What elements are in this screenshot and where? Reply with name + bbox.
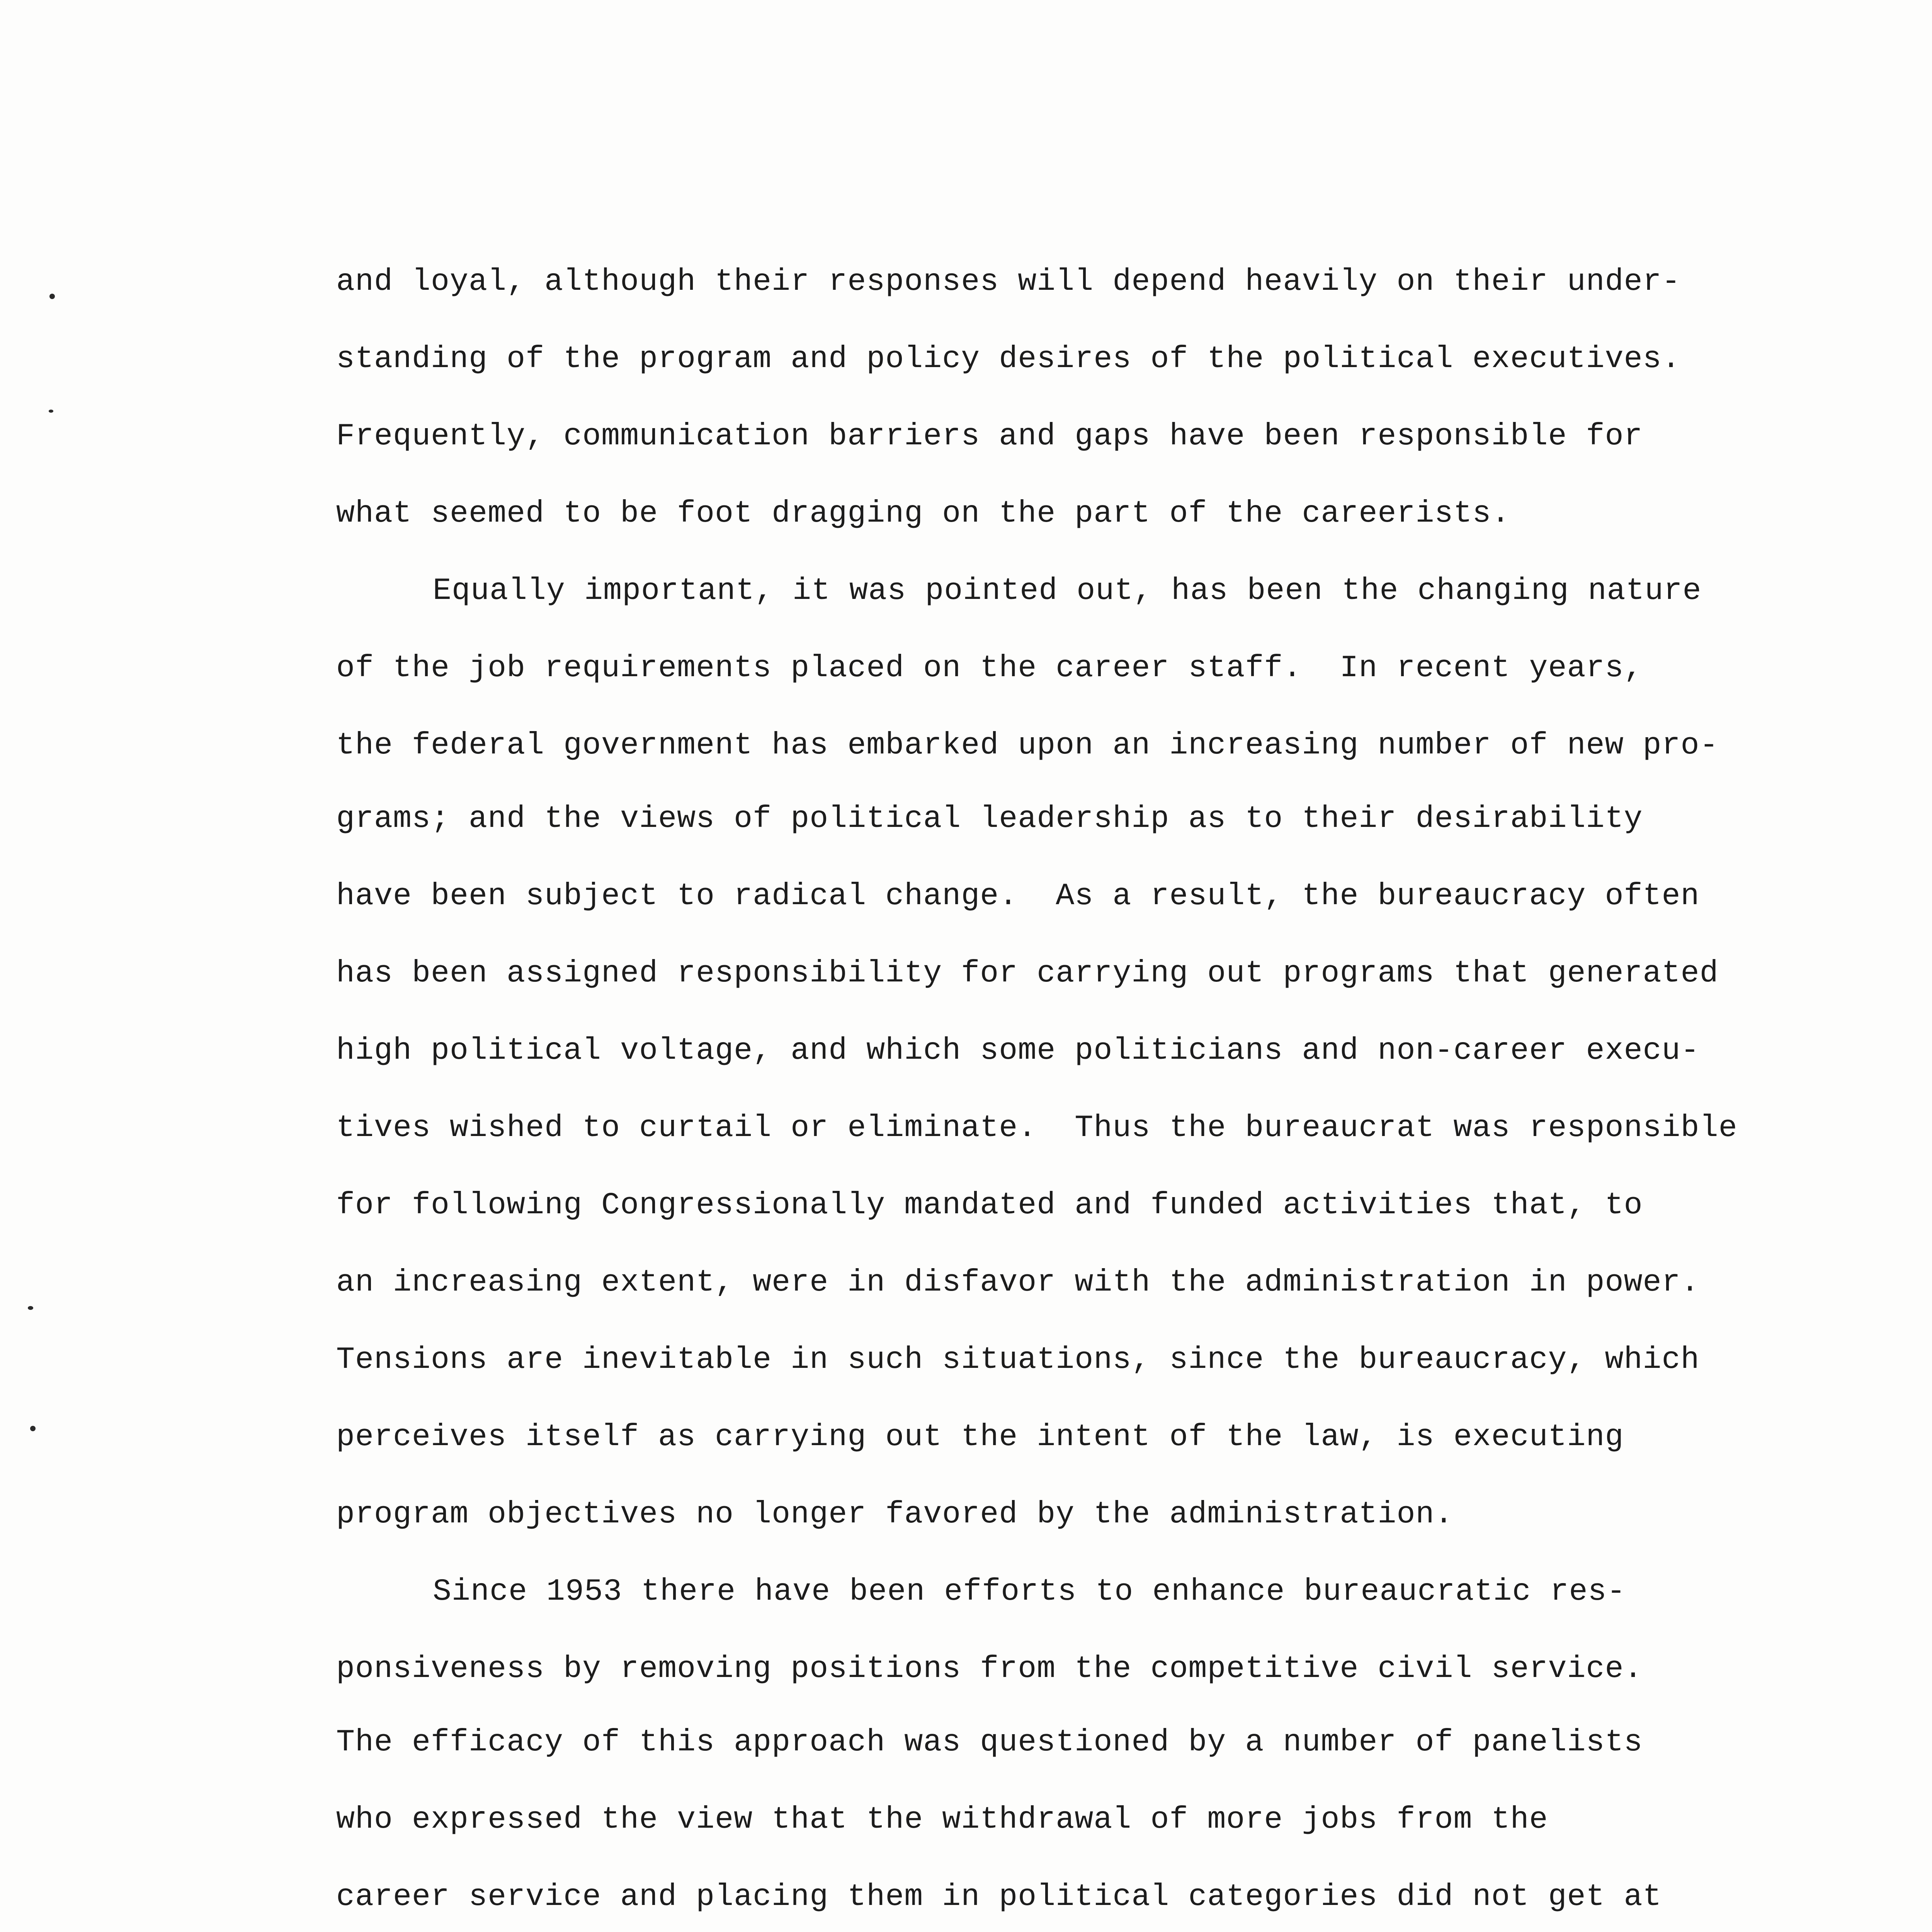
scan-speck: [28, 1306, 33, 1310]
text-line: Tensions are inevitable in such situations, since the bureaucracy, which: [336, 1342, 1700, 1378]
scan-speck: [30, 1426, 36, 1431]
text-line: has been assigned responsibility for carrying out programs that generated: [336, 956, 1719, 991]
text-line: perceives itself as carrying out the intent of the law, is executing: [336, 1420, 1624, 1455]
text-line: high political voltage, and which some politicians and non-career execu-: [336, 1033, 1700, 1068]
text-line: ponsiveness by removing positions from the competitive civil service.: [336, 1651, 1643, 1687]
scan-speck: [49, 294, 55, 299]
text-line: have been subject to radical change. As a result, the bureaucracy often: [336, 879, 1700, 914]
text-line: an increasing extent, were in disfavor with the administration in power.: [336, 1265, 1700, 1300]
text-line: The efficacy of this approach was questioned by a number of panelists: [336, 1725, 1643, 1760]
text-line: grams; and the views of political leadership as to their desirability: [336, 801, 1643, 837]
text-line: what seemed to be foot dragging on the part of the careerists.: [336, 496, 1510, 531]
text-line: career service and placing them in political categories did not get at: [336, 1879, 1662, 1915]
text-line: and loyal, although their responses will depend heavily on their under-: [336, 264, 1681, 299]
scan-speck: [49, 410, 53, 413]
text-line: Equally important, it was pointed out, has been the changing nature: [433, 573, 1702, 609]
text-line: standing of the program and policy desires of the political executives.: [336, 342, 1681, 377]
text-line: of the job requirements placed on the career staff. In recent years,: [336, 651, 1643, 686]
text-line: Since 1953 there have been efforts to enhance bureaucratic res-: [433, 1574, 1626, 1609]
text-line: tives wished to curtail or eliminate. Thus the bureaucrat was responsible: [336, 1111, 1738, 1146]
text-line: who expressed the view that the withdrawal of more jobs from the: [336, 1802, 1548, 1837]
text-line: program objectives no longer favored by the administration.: [336, 1497, 1454, 1532]
text-line: the federal government has embarked upon an increasing number of new pro-: [336, 728, 1719, 763]
text-line: Frequently, communication barriers and gaps have been responsible for: [336, 419, 1643, 454]
text-line: for following Congressionally mandated and funded activities that, to: [336, 1188, 1643, 1223]
